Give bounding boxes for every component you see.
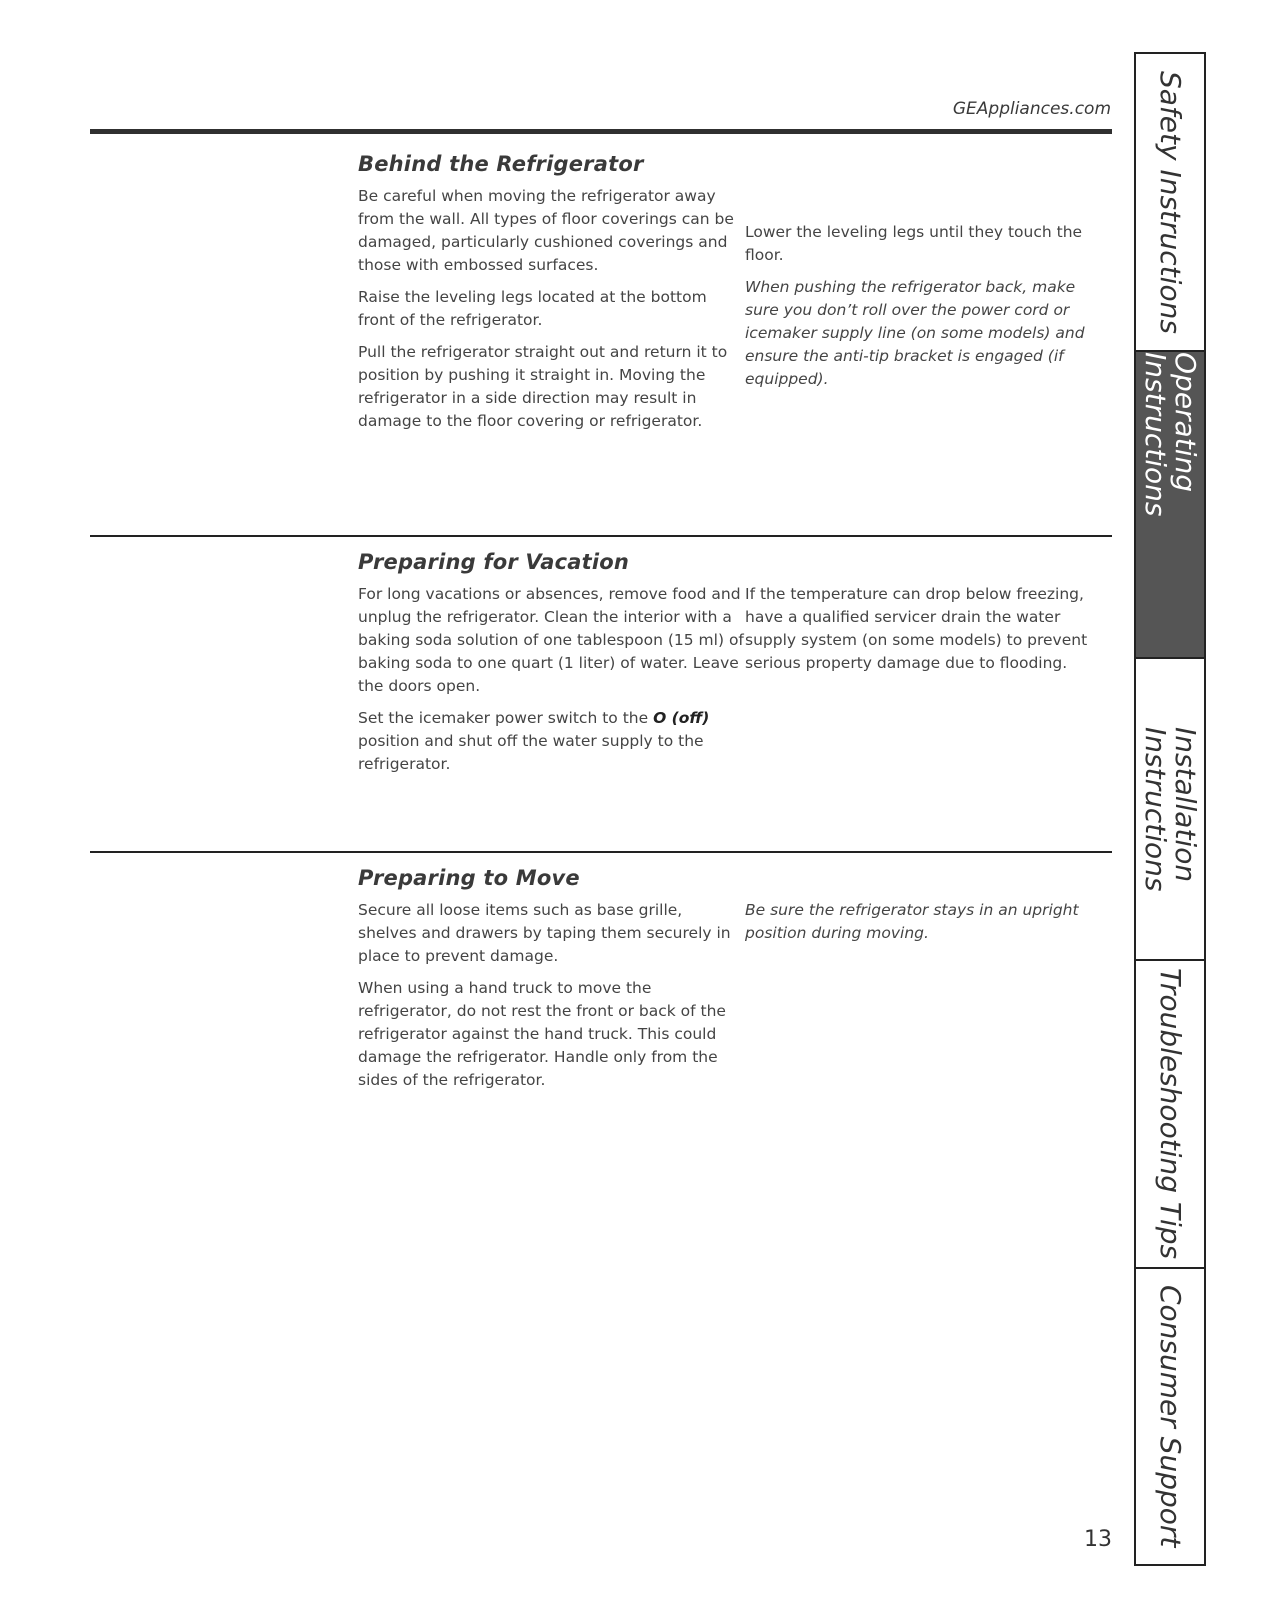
site-url[interactable]: GEAppliances.com bbox=[952, 99, 1111, 119]
right-column bbox=[745, 583, 1105, 785]
paragraph-note: When pushing the refrigerator back, make sure you don’t roll over the power cord or icemaker supply line (on some models) and ensure the anti-tip bracket is engaged (if equipped). bbox=[745, 278, 1085, 388]
paragraph: If the temperature can drop below freezing, have a qualified servicer drain the water supply system (on some models) to prevent serious property damage due to flooding. bbox=[745, 585, 1088, 672]
tab-installation-instructions[interactable]: Installation Instructions bbox=[1136, 659, 1204, 961]
section-preparing-vacation bbox=[358, 550, 1112, 785]
section-tabs bbox=[1134, 52, 1206, 1566]
tab-operating-instructions[interactable]: Operating Instructions bbox=[1136, 352, 1204, 659]
tab-troubleshooting-tips[interactable]: Troubleshooting Tips bbox=[1136, 961, 1204, 1269]
right-column bbox=[745, 899, 1105, 1101]
tab-consumer-support[interactable]: Consumer Support bbox=[1154, 1285, 1187, 1548]
paragraph: Be careful when moving the refrigerator away from the wall. All types of floor coverings can be damaged, particularly cushioned coverings and those with embossed surfaces. bbox=[358, 187, 734, 274]
paragraph-note: Be sure the refrigerator stays in an upright position during moving. bbox=[745, 901, 1079, 942]
section-title: Preparing for Vacation bbox=[358, 550, 630, 574]
left-column bbox=[358, 899, 745, 1101]
paragraph: Pull the refrigerator straight out and return it to position by pushing it straight in. Moving the refrigerator in a side direction may result in damage to the floor covering or refrigerator. bbox=[358, 343, 728, 430]
paragraph: Secure all loose items such as base grille, shelves and drawers by taping them securely in place to prevent damage. bbox=[358, 901, 731, 965]
paragraph: When using a hand truck to move the refrigerator, do not rest the front or back of the refrigerator against the hand truck. This could damage the refrigerator. Handle only from the sides of the refrigerator. bbox=[358, 979, 726, 1089]
section-title: Preparing to Move bbox=[358, 866, 580, 890]
header-rule bbox=[90, 129, 1112, 134]
switch-position-emphasis: O (off) bbox=[653, 709, 710, 727]
section-divider bbox=[90, 535, 1112, 537]
tab-safety-instructions[interactable]: Safety Instructions bbox=[1136, 54, 1204, 352]
paragraph: Lower the leveling legs until they touch the floor. bbox=[745, 223, 1083, 264]
section-title: Behind the Refrigerator bbox=[358, 152, 644, 176]
paragraph: Set the icemaker power switch to the O (off) position and shut off the water supply to the refrigerator. bbox=[358, 709, 710, 773]
paragraph: Raise the leveling legs located at the bottom front of the refrigerator. bbox=[358, 288, 707, 329]
page-number: 13 bbox=[1084, 1527, 1112, 1552]
left-column bbox=[358, 185, 745, 442]
right-column bbox=[745, 185, 1105, 442]
section-preparing-move bbox=[358, 866, 1112, 1101]
section-behind-refrigerator bbox=[358, 152, 1112, 442]
paragraph: For long vacations or absences, remove food and unplug the refrigerator. Clean the interior with a baking soda solution of one tablespoon (15 ml) of baking soda to one quart (1 liter) of water. Leave the doors open. bbox=[358, 585, 744, 695]
section-divider bbox=[90, 851, 1112, 853]
left-column bbox=[358, 583, 745, 785]
